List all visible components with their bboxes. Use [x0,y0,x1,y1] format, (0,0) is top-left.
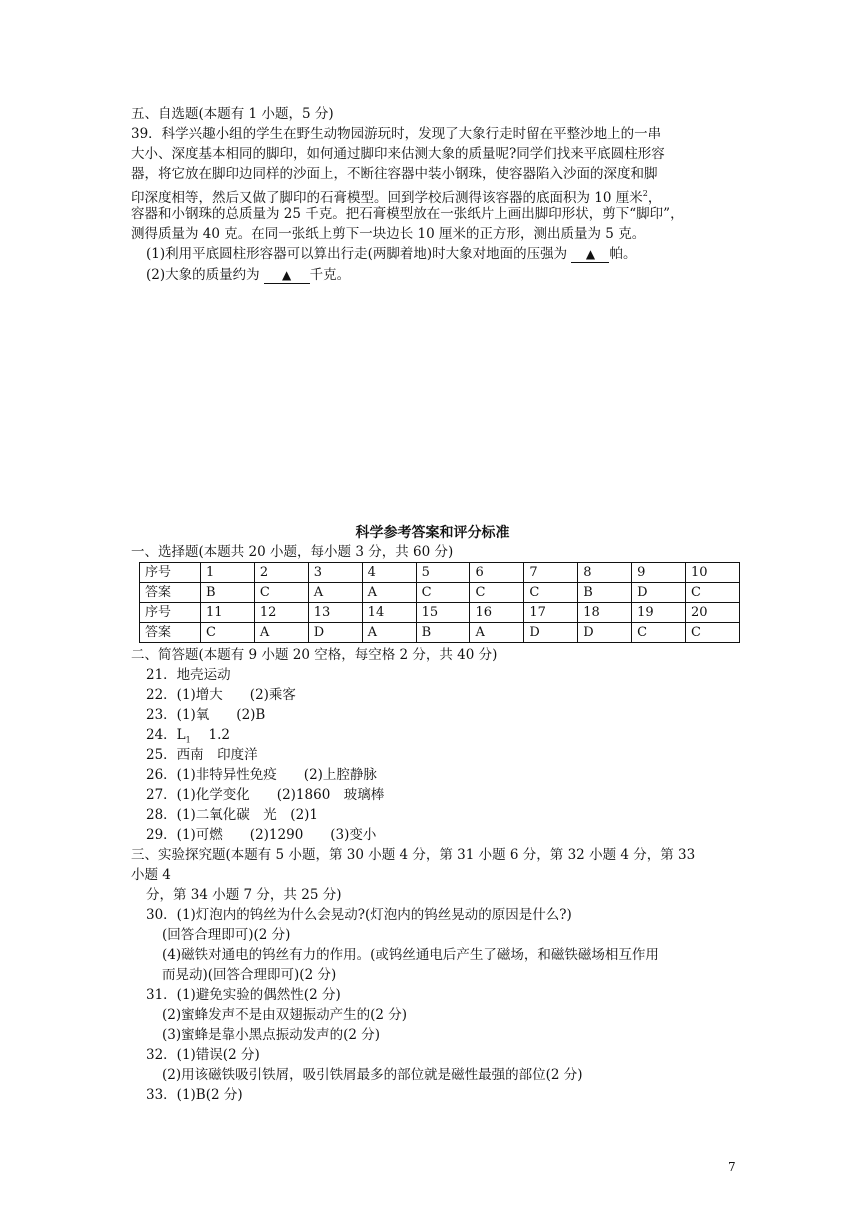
q39-line-1: 39．科学兴趣小组的学生在野生动物园游玩时，发现了大象行走时留在平整沙地上的一串 [131,126,662,142]
answer-table-row [140,623,740,643]
answer-table-cell: 12 [254,603,308,623]
answer-table-cell: 5 [416,563,470,583]
q39-line-4-comma: ， [647,190,662,206]
answer-22: 22．(1)增大 (2)乘客 [146,687,296,703]
answer-table-cell: C [416,583,470,603]
answer-table-cell: 20 [686,603,740,623]
q39-line-4-text: 印深度相等，然后又做了脚印的石膏模型。回到学校后测得该容器的底面积为 10 厘米 [131,190,643,206]
answer-30-line-4: 而晃动)(回答合理即可)(2 分) [162,967,337,983]
answer-table-cell: D [308,623,362,643]
section-3-title-line-3: 分，第 34 小题 7 分，共 25 分) [146,887,342,903]
q39-line-3: 器，将它放在脚印边同样的沙面上，不断往容器中装小钢珠，使容器陷入沙面的深度和脚 [131,166,658,182]
q39-line-2: 大小、深度基本相同的脚印，如何通过脚印来估测大象的质量呢?同学们找来平底圆柱形容 [131,146,665,162]
answer-table-cell: C [686,583,740,603]
triangle-marker-icon: ▲ [585,247,596,261]
answer-table-cell: 6 [470,563,524,583]
answer-table-cell: C [470,583,524,603]
answer-table-cell: 10 [686,563,740,583]
q39-sub-2-unit: 千克。 [309,267,351,283]
answer-table-cell: 1 [201,563,255,583]
answer-table-row-header: 答案 [140,623,201,643]
q39-sub-2 [146,265,350,285]
answer-table-cell: 11 [201,603,255,623]
answer-31-line-1: 31．(1)避免实验的偶然性(2 分) [146,987,341,1003]
answer-31-line-2: (2)蜜蜂发声不是由双翅振动产生的(2 分) [162,1007,408,1023]
answer-29: 29．(1)可燃 (2)1290 (3)变小 [146,827,377,843]
answer-table-cell: 18 [578,603,632,623]
q39-line-6: 测得质量为 40 克。在同一张纸上剪下一块边长 10 厘米的正方形，测出质量为 5 克。 [131,226,646,242]
answer-26: 26．(1)非特异性免疫 (2)上腔静脉 [146,767,377,783]
answer-table-cell: A [254,623,308,643]
q39-sub-1-text: (1)利用平底圆柱形容器可以算出行走(两脚着地)时大象对地面的压强为 [146,246,568,262]
answer-30-line-1: 30．(1)灯泡内的钨丝为什么会晃动?(灯泡内的钨丝晃动的原因是什么?) [146,907,572,923]
triangle-marker-icon: ▲ [282,268,292,282]
answer-table-cell: A [470,623,524,643]
q39-sub-2-text: (2)大象的质量约为 [146,267,260,283]
section-3-title-line-1: 三、实验探究题(本题有 5 小题，第 30 小题 4 分，第 31 小题 6 分，第 32 小题 4 分，第 33 [131,847,696,863]
answer-31-line-3: (3)蜜蜂是靠小黑点振动发声的(2 分) [162,1027,381,1043]
answer-table-row-header: 答案 [140,583,201,603]
answer-table-cell: A [362,583,416,603]
answer-table-row [140,583,740,603]
answer-21: 21．地壳运动 [146,667,231,683]
answer-25: 25．西南 印度洋 [146,747,258,763]
answer-table-cell: B [201,583,255,603]
answer-table [139,562,740,643]
answer-table-cell: 9 [632,563,686,583]
answer-28: 28．(1)二氧化碳 光 (2)1 [146,807,319,823]
section-1-title: 一、选择题(本题共 20 小题，每小题 3 分，共 60 分) [131,544,454,560]
answer-24-subscript: 1 [185,735,191,745]
answer-32-line-2: (2)用该磁铁吸引铁屑，吸引铁屑最多的部位就是磁性最强的部位(2 分) [162,1067,583,1083]
answer-table-cell: 4 [362,563,416,583]
answer-table-row [140,603,740,623]
q39-superscript: 2 [642,189,648,198]
answer-table-row [140,563,740,583]
answer-table-cell: 8 [578,563,632,583]
answer-table-cell: D [524,623,578,643]
answer-table-cell: A [362,623,416,643]
answer-table-cell: 7 [524,563,578,583]
answer-table-cell: A [308,583,362,603]
answer-table-cell: 15 [416,603,470,623]
answer-table-row-header: 序号 [140,563,201,583]
answer-33-line-1: 33．(1)B(2 分) [146,1087,243,1103]
answer-table-cell: B [416,623,470,643]
section-3-title-line-2: 小题 4 [131,867,171,883]
answer-table-cell: C [201,623,255,643]
answer-24-rest: 1.2 [190,727,231,743]
answer-23: 23．(1)氧 (2)B [146,707,266,723]
page-number: 7 [728,1160,736,1174]
answer-30-line-3: (4)磁铁对通电的钨丝有力的作用。(或钨丝通电后产生了磁场，和磁铁磁场相互作用 [162,947,659,963]
q39-sub-1 [146,244,636,264]
answer-table-cell: 13 [308,603,362,623]
answer-32-line-1: 32．(1)错误(2 分) [146,1047,260,1063]
answer-table-row-header: 序号 [140,603,201,623]
answer-table-cell: D [632,583,686,603]
section-2-title: 二、简答题(本题有 9 小题 20 空格，每空格 2 分，共 40 分) [131,647,498,663]
answer-table-cell: C [254,583,308,603]
answer-table-cell: 3 [308,563,362,583]
q39-line-5: 容器和小钢珠的总质量为 25 千克。把石膏模型放在一张纸片上画出脚印形状，剪下“脚印”， [131,206,684,222]
answer-table-cell: 14 [362,603,416,623]
answer-table-cell: 16 [470,603,524,623]
answer-table-cell: 19 [632,603,686,623]
answer-table-cell: C [524,583,578,603]
answer-table-cell: 17 [524,603,578,623]
answer-table-cell: C [632,623,686,643]
answer-key-title: 科学参考答案和评分标准 [355,525,510,541]
answer-table-cell: B [578,583,632,603]
section-5-title: 五、自选题(本题有 1 小题，5 分) [131,106,334,122]
answer-30-line-2: (回答合理即可)(2 分) [162,927,291,943]
answer-24-prefix: 24．L [146,727,186,743]
answer-table-cell: D [578,623,632,643]
answer-blank-2 [264,267,310,284]
answer-table-cell: C [686,623,740,643]
q39-sub-1-unit: 帕。 [609,246,637,262]
answer-27: 27．(1)化学变化 (2)1860 玻璃棒 [146,787,385,803]
answer-table-cell: 2 [254,563,308,583]
answer-blank-1 [571,246,609,263]
